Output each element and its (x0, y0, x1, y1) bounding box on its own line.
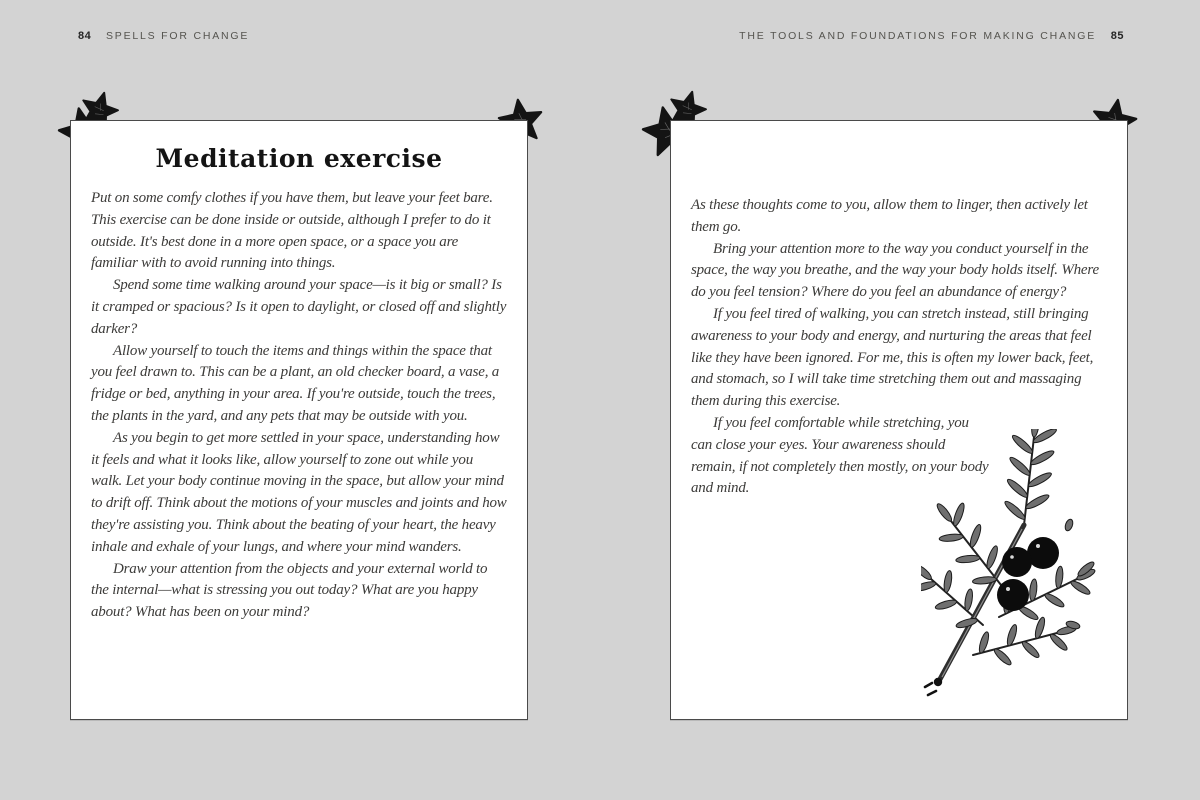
juniper-branch-illustration (921, 429, 1113, 697)
left-page-body (91, 188, 507, 624)
paragraph: Allow yourself to touch the items and things within the space that you feel drawn to. This can be a plant, an old checker board, a vase, a fridge or bed, anything in your area. If you're outside, touch the trees, the plants in the yard, and any pets that may be outside with you. (91, 342, 500, 424)
exercise-title: Meditation exercise (155, 144, 443, 173)
page-number-right: 85 (1110, 30, 1124, 42)
left-page-panel (70, 120, 528, 720)
running-head-right (739, 30, 1124, 42)
paragraph: Draw your attention from the objects and your external world to the internal—what is stressing you out today? What are you happy about? What has been on your mind? (91, 560, 488, 621)
paragraph: Bring your attention more to the way you conduct yourself in the space, the way you breathe, and the way your body holds itself. Where do you feel tension? Where do you feel an abundance of energy? (691, 240, 1099, 301)
paragraph: Put on some comfy clothes if you have them, but leave your feet bare. This exercise can be done inside or outside, although I prefer to do it outside. It's best done in a more open space, or a space you are familiar with to avoid running into things. (91, 190, 493, 272)
running-head-right-title: THE TOOLS AND FOUNDATIONS FOR MAKING CHANGE (739, 30, 1097, 42)
page-number-left: 84 (78, 30, 92, 42)
paragraph: As you begin to get more settled in your space, understanding how it feels and what it looks like, allow yourself to zone out while you walk. Let your body continue moving in the space, but allow your mind to drift off. Think about the motions of your muscles and joints and how they're assisting you. Think about the beating of your heart, the heavy inhale and exhale of your lungs, and where your mind wanders. (91, 429, 507, 555)
paragraph: If you feel tired of walking, you can stretch instead, still bringing awareness to your body and energy, and nurturing the areas that feel like they have been ignored. For me, this is often my lower back, feet, and stomach, so I will take time stretching them out and massaging them during this exercise. (691, 305, 1094, 410)
right-page-panel (670, 120, 1128, 720)
running-head-left (78, 30, 249, 42)
paragraph: If you feel comfortable while stretching, you can close your eyes. Your awareness should remain, if not completely then mostly, on your body and mind. (691, 414, 989, 497)
running-head-left-title: SPELLS FOR CHANGE (105, 30, 250, 42)
paragraph: Spend some time walking around your space—is it big or small? Is it cramped or spacious? Is it open to daylight, or closed off and slightly darker? (91, 277, 507, 337)
paragraph: As these thoughts come to you, allow them to linger, then actively let them go. (691, 197, 1088, 235)
